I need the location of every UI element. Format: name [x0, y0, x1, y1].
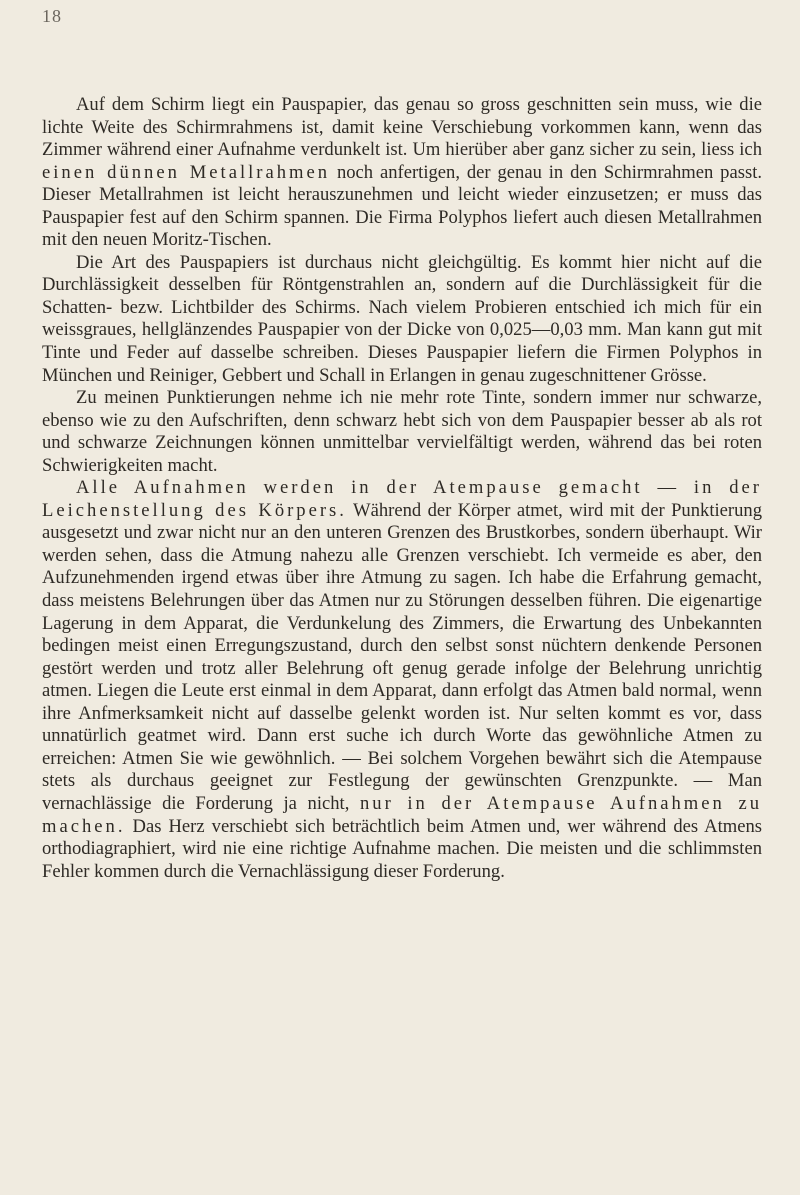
- paragraph-2: Die Art des Pauspapiers ist durchaus nicht gleichgültig. Es kommt hier nicht auf die Durchlässigkeit desselben für Röntgenstrahlen an, sondern auf die Durchlässigkeit für die Schatten- bezw. Lichtbilder des Schirms. Nach vielem Probieren entschied ich mich für ein weissgraues, hellglänzendes Pauspapier von der Dicke von 0,025—0,03 mm. Man kann gut mit Tinte und Feder auf dasselbe schreiben. Dieses Pauspapier liefern die Firmen Polyphos in München und Reiniger, Gebbert und Schall in Erlangen in genau zugeschnittener Grösse.: [42, 251, 762, 386]
- paragraph-4-emphasis-b: nur in der Atempause Aufnahmen zu machen.: [42, 792, 762, 837]
- paragraph-4: [42, 477, 762, 883]
- paragraph-1-text-a: Auf dem Schirm liegt ein Pauspapier, das genau so gross geschnitten sein muss, wie die lichte Weite des Schirmrahmens ist, damit keine Verschiebung vorkommen kann, wenn das Zimmer während einer Aufnahme verdunkelt ist. Um hierüber aber ganz sicher zu sein, liess ich: [42, 94, 762, 161]
- paragraph-1: [42, 94, 762, 252]
- paragraph-4-text-a: Während der Körper atmet, wird mit der Punktierung ausgesetzt und zwar nicht nur an den unteren Grenzen des Brustkorbes, sondern überhaupt. Wir werden sehen, dass die Atmung nahezu alle Grenzen verschiebt. Ich vermeide es aber, den Aufzunehmenden irgend etwas über ihre Atmung zu sagen. Ich habe die Erfahrung gemacht, dass meistens Belehrungen über das Atmen nur zu Störungen desselben führen. Die eigenartige Lagerung in dem Apparat, die Verdunkelung des Zimmers, die Erwartung des Unbekannten bedingen meist einen Erregungszustand, durch den selbst sonst nüchtern denkende Personen gestört werden und trotz aller Belehrung oft genug gerade infolge der Belehrung unrichtig atmen. Liegen die Leute erst einmal in dem Apparat, dann erfolgt das Atmen bald normal, wenn ihre Anfmerksamkeit nicht auf dasselbe gelenkt worden ist. Nur selten kommt es vor, dass unnatürlich geatmet wird. Dann erst suche ich durch Worte das gewöhnliche Atmen zu erreichen: Atmen Sie wie gewöhnlich. — Bei solchem Vorgehen bewährt sich die Atempause stets als durchaus geeignet zur Festlegung der gewünschten Grenzpunkte. — Man vernachlässige die Forderung ja nicht,: [42, 499, 762, 814]
- paragraph-3: Zu meinen Punktierungen nehme ich nie mehr rote Tinte, sondern immer nur schwarze, ebenso wie zu den Aufschriften, denn schwarz hebt sich von dem Pauspapier besser ab als rot und schwarze Zeichnungen können unmittelbar vervielfältigt werden, während das bei roten Schwierigkeiten macht.: [42, 387, 762, 476]
- paragraph-1-text-b: noch anfertigen, der genau in den Schirmrahmen passt. Dieser Metallrahmen ist leicht herauszunehmen und leicht wieder einzusetzen; er muss das Pauspapier fest auf den Schirm spannen. Die Firma Polyphos liefert auch diesen Metallrahmen mit den neuen Moritz-Tischen.: [42, 161, 763, 251]
- body-text: [42, 94, 762, 883]
- paragraph-1-emphasis: einen dünnen Metallrahmen: [42, 161, 331, 183]
- paragraph-4-emphasis-a: Alle Aufnahmen werden in der Atempause gemacht — in der Leichenstellung des Körpers.: [42, 477, 762, 521]
- paragraph-4-text-b: Das Herz verschiebt sich beträchtlich beim Atmen und, wer während des Atmens orthodiagraphiert, wird nie eine richtige Aufnahme machen. Die meisten und die schlimmsten Fehler kommen durch die Vernachlässigung dieser Forderung.: [42, 815, 762, 882]
- page-number: 18: [42, 6, 62, 26]
